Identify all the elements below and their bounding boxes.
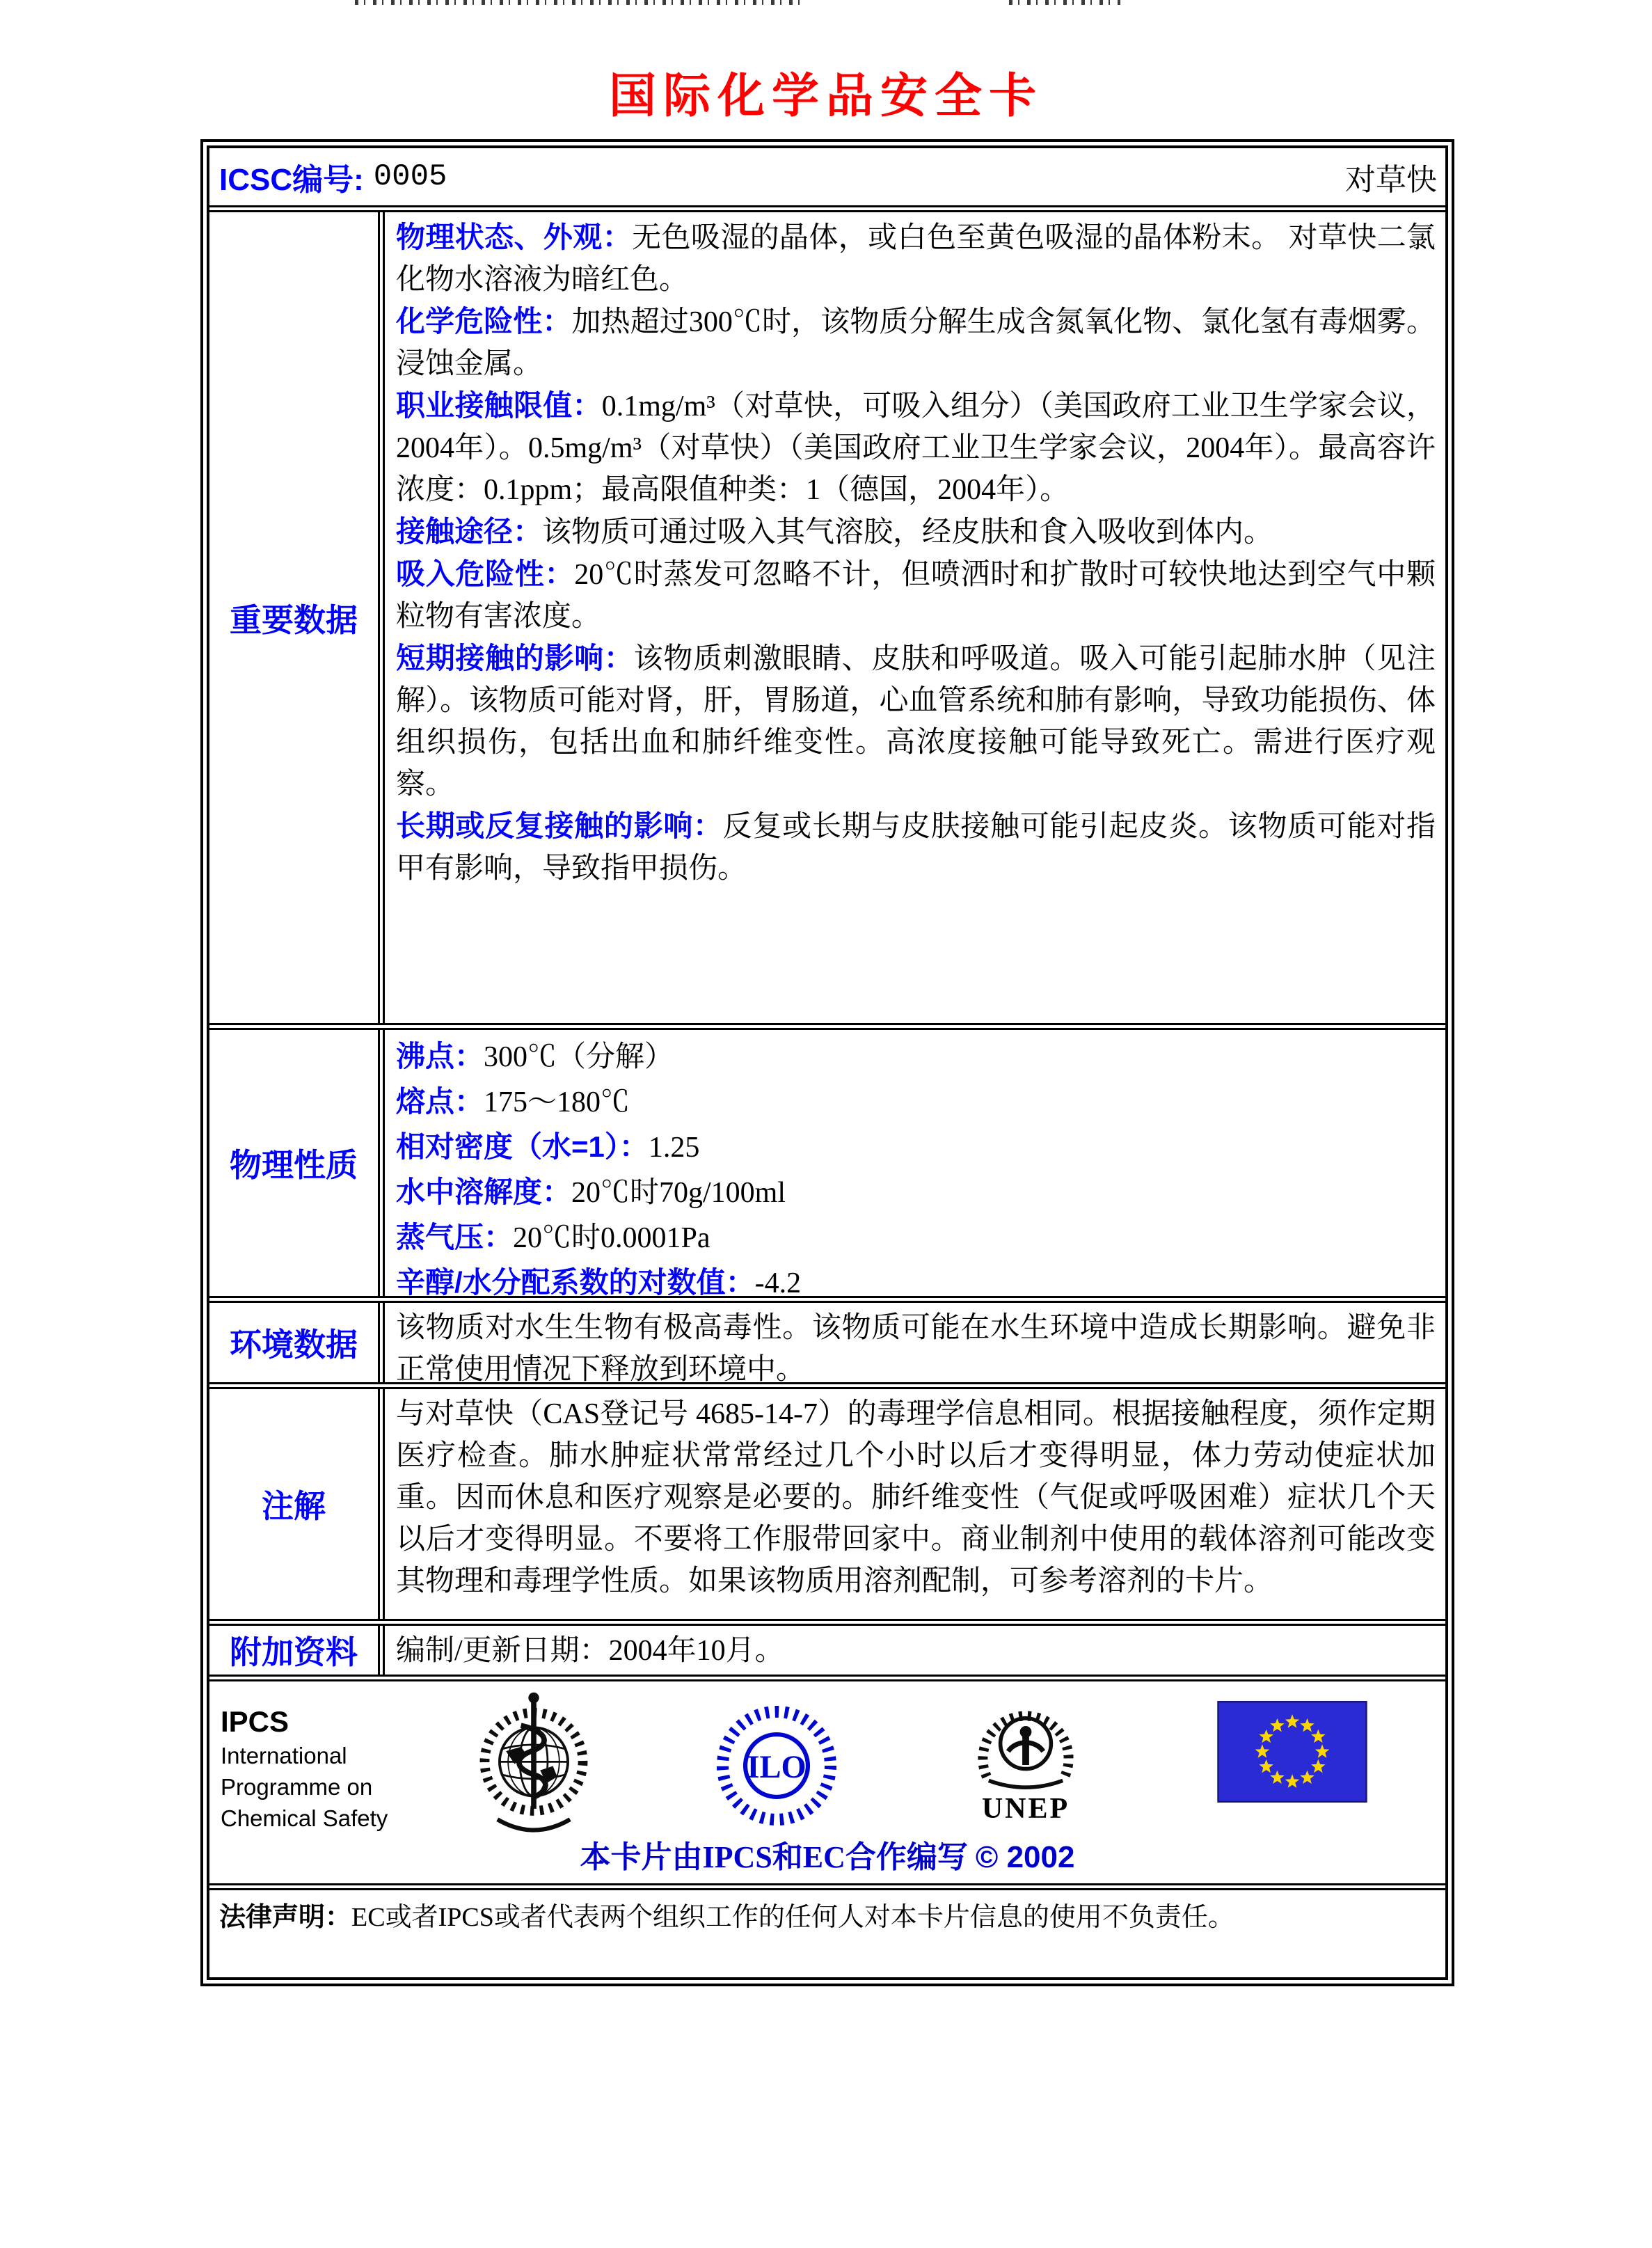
notes-text: 与对草快（CAS登记号 4685-14-7）的毒理学信息相同。根据接触程度，须作定期医疗检查。肺水肿症状常常经过几个小时以后才变得明显，体力劳动使症状加重。因而休息和医疗观察是必要的。肺纤维变性（气促或呼吸困难）症状几个天以后才变得明显。不要将工作服带回家中。商业制剂中使用的载体溶剂可能改变其物理和毒理学性质。如果该物质用溶剂配制，可参考溶剂的卡片。 <box>396 1398 1436 1597</box>
environmental-data-row <box>209 1296 1445 1382</box>
ilo-logo-icon <box>712 1701 841 1834</box>
physical-properties-content <box>385 1030 1445 1296</box>
additional-info-label: 附加资料 <box>209 1626 385 1675</box>
paragraph-short-term-effects: 短期接触的影响：该物质刺激眼睛、皮肤和呼吸道。吸入可能引起肺水肿（见注解）。该物质可能对肾，肝，胃肠道，心血管系统和肺有影响，导致功能损伤、体组织损伤，包括出血和肺纤维变性。高浓度接触可能导致死亡。需进行医疗观察。 <box>396 642 1436 800</box>
icsc-card-table <box>200 139 1454 1986</box>
property-relative-density: 相对密度（水=1）：1.25 <box>396 1130 700 1164</box>
paragraph-chemical-danger: 化学危险性：加热超过300℃时，该物质分解生成含氮氧化物、氯化氢有毒烟雾。浸蚀金属。 <box>396 305 1436 380</box>
eu-flag-icon <box>1217 1701 1367 1806</box>
environmental-data-label: 环境数据 <box>209 1303 385 1382</box>
notes-label: 注解 <box>209 1389 385 1619</box>
chemical-name: 对草快 <box>1345 163 1437 197</box>
property-melting-point: 熔点：175～180℃ <box>396 1085 630 1118</box>
clipped-text-fragment <box>355 0 800 5</box>
icsc-number-value: 0005 <box>373 159 447 194</box>
page-title: 国际化学品安全卡 <box>608 70 1043 122</box>
unep-logo-icon <box>967 1697 1085 1824</box>
additional-info-text: 编制/更新日期：2004年10月。 <box>396 1635 784 1667</box>
ilo-letters: ILO <box>747 1750 807 1786</box>
important-data-content <box>385 212 1445 1023</box>
icsc-header-row <box>209 148 1445 205</box>
paragraph-long-term-effects: 长期或反复接触的影响：反复或长期与皮肤接触可能引起皮炎。该物质可能对指甲有影响，导致指甲损伤。 <box>396 809 1436 885</box>
legal-notice-content <box>209 1890 1445 1977</box>
physical-properties-row <box>209 1023 1445 1296</box>
footer-caption-text: 本卡片由IPCS和EC合作编写 <box>580 1840 968 1874</box>
paragraph-inhalation-risk: 吸入危险性：20℃时蒸发可忽略不计，但喷洒时和扩散时可较快地达到空气中颗粒物有害浓度。 <box>396 557 1436 633</box>
ipcs-name: IPCS <box>221 1705 289 1738</box>
who-logo-icon <box>470 1684 598 1849</box>
legal-notice-label: 法律声明： <box>219 1903 352 1932</box>
property-octanol-water: 辛醇/水分配系数的对数值：-4.2 <box>396 1266 802 1296</box>
important-data-row <box>209 205 1445 1023</box>
environmental-data-text: 该物质对水生生物有极高毒性。该物质可能在水生环境中造成长期影响。避免非正常使用情况下释放到环境中。 <box>396 1312 1436 1382</box>
paragraph-exposure-routes: 接触途径：该物质可通过吸入其气溶胶，经皮肤和食入吸收到体内。 <box>396 515 1273 548</box>
logos-row <box>209 1675 1445 1883</box>
paragraph-exposure-limits: 职业接触限值：0.1mg/m³（对草快，可吸入组分）（美国政府工业卫生学家会议，2004年）。0.5mg/m³（对草快）（美国政府工业卫生学家会议，2004年）。最高容许浓度：0.1ppm；最高限值种类：1（德国，2004年）。 <box>396 389 1436 506</box>
physical-properties-label: 物理性质 <box>209 1030 385 1296</box>
legal-notice-row <box>209 1883 1445 1977</box>
footer-copyright: © 2002 <box>975 1840 1075 1874</box>
footer-caption <box>209 1832 1445 1876</box>
notes-content <box>385 1389 1445 1619</box>
icsc-number-label: ICSC编号: <box>219 163 364 197</box>
important-data-label: 重要数据 <box>209 212 385 1023</box>
notes-row <box>209 1382 1445 1619</box>
ipcs-text-block <box>221 1704 388 1834</box>
additional-info-content <box>385 1626 1445 1675</box>
ipcs-subtitle-line1: International <box>221 1743 347 1768</box>
legal-notice-text: EC或者IPCS或者代表两个组织工作的任何人对本卡片信息的使用不负责任。 <box>351 1903 1234 1932</box>
property-boiling-point: 沸点：300℃（分解） <box>396 1040 674 1073</box>
additional-info-row <box>209 1619 1445 1675</box>
environmental-data-content <box>385 1303 1445 1382</box>
ipcs-subtitle-line2: Programme on <box>221 1774 373 1800</box>
property-water-solubility: 水中溶解度：20℃时70g/100ml <box>396 1176 786 1209</box>
paragraph-physical-state: 物理状态、外观：无色吸湿的晶体，或白色至黄色吸湿的晶体粉末。 对草快二氯化物水溶液为暗红色。 <box>396 221 1436 296</box>
ipcs-subtitle-line3: Chemical Safety <box>221 1805 388 1831</box>
clipped-text-fragment <box>1009 0 1120 5</box>
property-vapor-pressure: 蒸气压：20℃时0.0001Pa <box>396 1221 710 1254</box>
unep-wordmark: UNEP <box>981 1793 1070 1825</box>
